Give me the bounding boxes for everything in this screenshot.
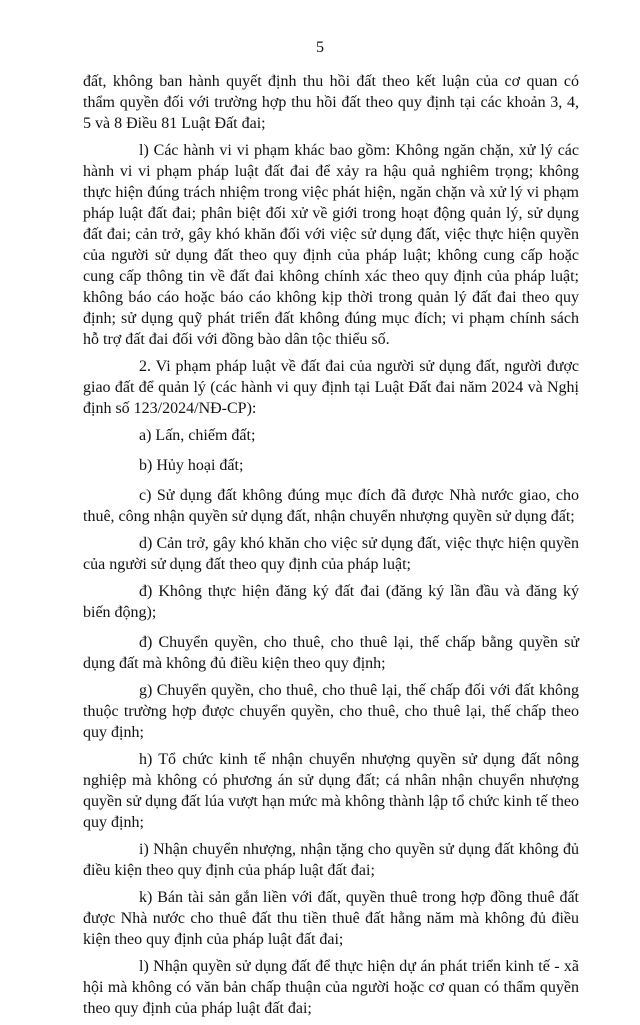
paragraph-section-2: 2. Vi phạm pháp luật về đất đai của người sử dụng đất, người được giao đất để quản lý (các hành vi quy định tại Luật Đất đai năm 2024 và Nghị định số 123/2024/NĐ-CP):: [83, 358, 579, 417]
paragraph-item-c: c) Sử dụng đất không đúng mục đích đã được Nhà nước giao, cho thuê, công nhận quyền sử dụng đất, nhận chuyển nhượng quyền sử dụng đất;: [83, 487, 579, 525]
paragraph-item-dd1: đ) Không thực hiện đăng ký đất đai (đăng ký lần đầu và đăng ký biến động);: [83, 583, 579, 621]
paragraph-continuation: đất, không ban hành quyết định thu hồi đất theo kết luận của cơ quan có thẩm quyền đối với trường hợp thu hồi đất theo quy định tại các khoản 3, 4, 5 và 8 Điều 81 Luật Đất đai;: [83, 73, 579, 132]
paragraph-item-a: a) Lấn, chiếm đất;: [139, 427, 256, 444]
paragraph-item-l: l) Các hành vi vi phạm khác bao gồm: Không ngăn chặn, xử lý các hành vi vi phạm pháp luật đất đai để xảy ra hậu quả nghiêm trọng; không thực hiện đúng trách nhiệm trong việc phát hiện, ngăn chặn và xử lý vi phạm pháp luật đất đai; phân biệt đối xử về giới trong hoạt động quản lý, sử dụng đất đai; cản trở, gây khó khăn đối với việc sử dụng đất, việc thực hiện quyền của người sử dụng đất theo quy định của pháp luật; không cung cấp hoặc cung cấp thông tin về đất đai không chính xác theo quy định của pháp luật; không báo cáo hoặc báo cáo không kịp thời trong quản lý đất đai theo quy định; sử dụng quỹ phát triển đất không đúng mục đích; vi phạm chính sách hỗ trợ đất đai đối với đồng bào dân tộc thiểu số.: [83, 142, 579, 348]
paragraph-item-g: g) Chuyển quyền, cho thuê, cho thuê lại, thế chấp đối với đất không thuộc trường hợp được chuyển quyền, cho thuê, cho thuê lại, thế chấp theo quy định;: [83, 682, 579, 741]
paragraph-item-k: k) Bán tài sản gắn liền với đất, quyền thuê trong hợp đồng thuê đất được Nhà nước cho thuê đất thu tiền thuê đất hằng năm mà không đủ điều kiện theo quy định của pháp luật đất đai;: [83, 889, 579, 948]
document-body: [83, 71, 579, 1025]
paragraph-item-i: i) Nhận chuyển nhượng, nhận tặng cho quyền sử dụng đất không đủ điều kiện theo quy định của pháp luật đất đai;: [83, 841, 579, 879]
paragraph-item-h: h) Tổ chức kinh tế nhận chuyển nhượng quyền sử dụng đất nông nghiệp mà không có phương án sử dụng đất; cá nhân nhận chuyển nhượng quyền sử dụng đất lúa vượt hạn mức mà không thành lập tổ chức kinh tế theo quy định;: [83, 751, 579, 831]
paragraph-item-b: b) Hủy hoại đất;: [139, 457, 244, 474]
page-number: 5: [316, 39, 324, 56]
paragraph-item-l2: l) Nhận quyền sử dụng đất để thực hiện dự án phát triển kinh tế - xã hội mà không có văn bản chấp thuận của người hoặc cơ quan có thẩm quyền theo quy định của pháp luật đất đai;: [83, 958, 579, 1017]
paragraph-item-d: d) Cản trở, gây khó khăn cho việc sử dụng đất, việc thực hiện quyền của người sử dụng đất theo quy định của pháp luật;: [83, 535, 579, 573]
paragraph-item-dd2: đ) Chuyển quyền, cho thuê, cho thuê lại, thế chấp bằng quyền sử dụng đất mà không đủ điều kiện theo quy định;: [83, 634, 579, 672]
